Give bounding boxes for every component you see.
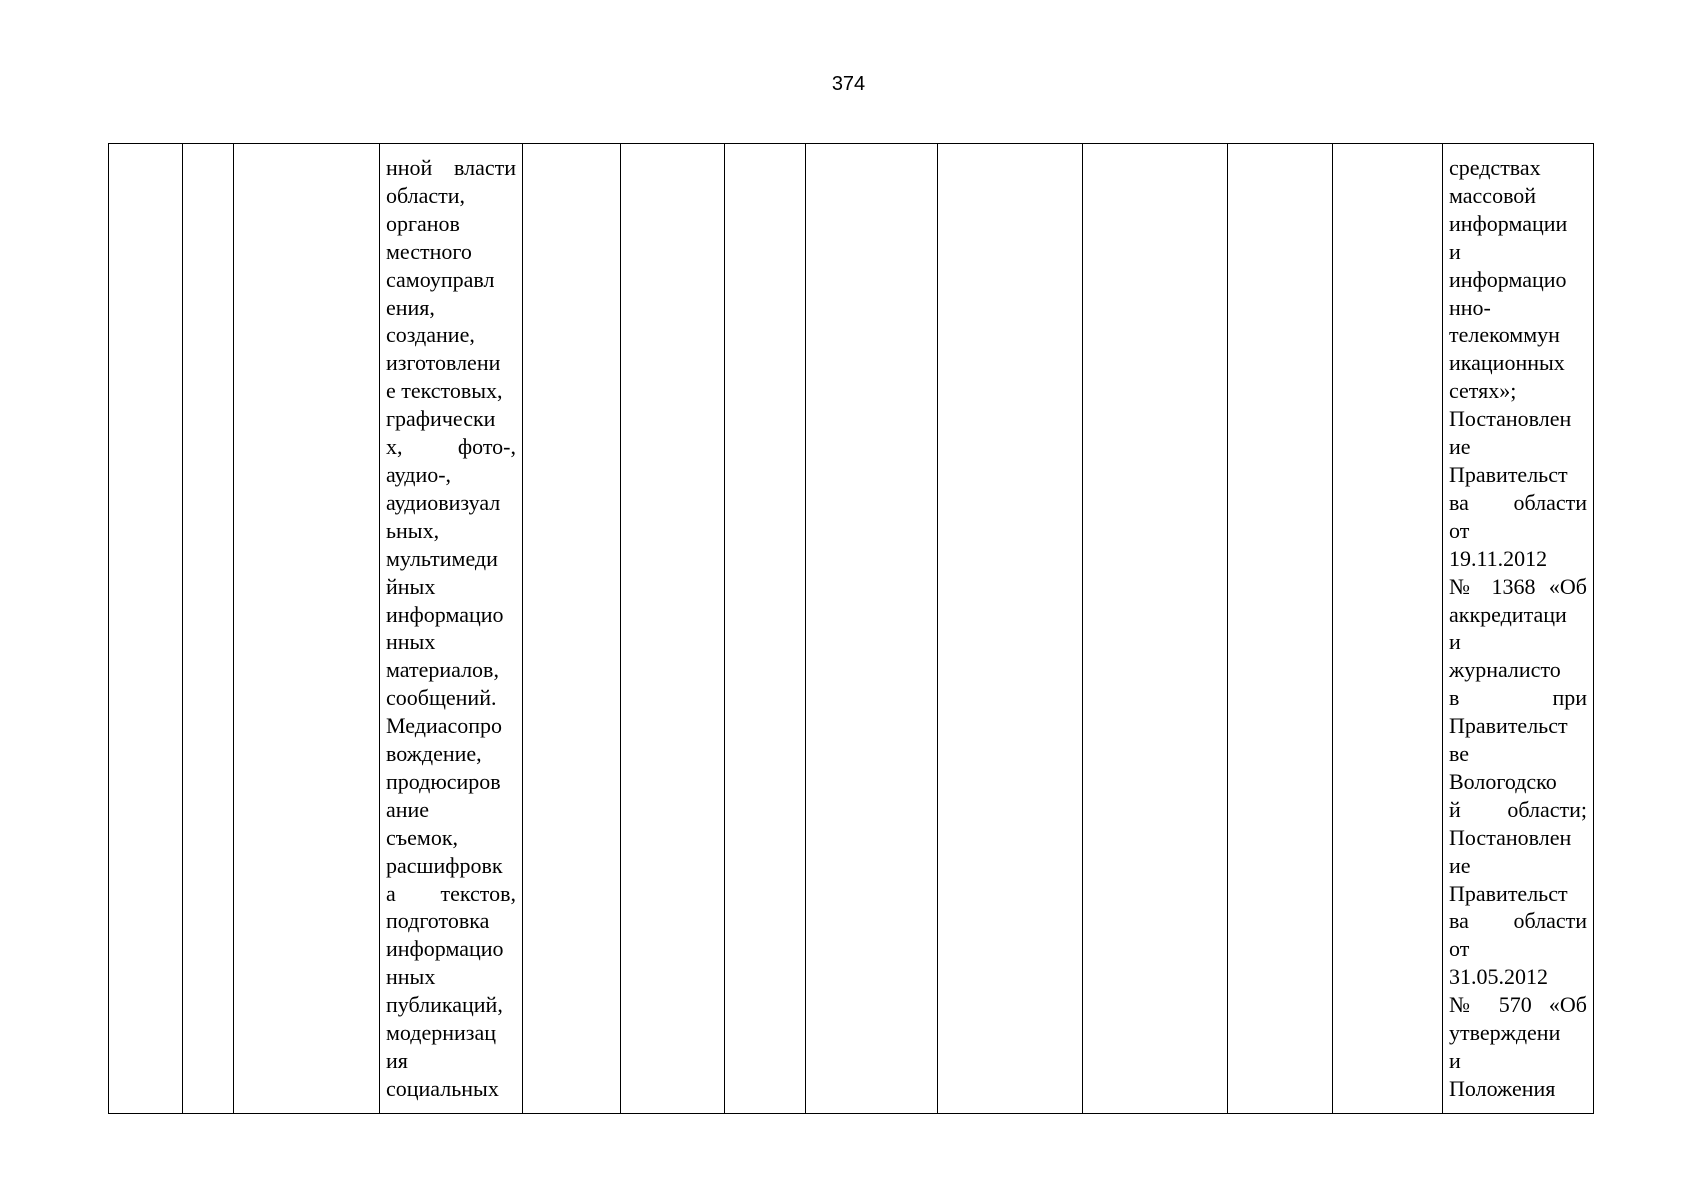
- text-line: ве: [1449, 741, 1470, 767]
- text-line: и: [1449, 238, 1461, 264]
- table-row: [109, 144, 1594, 1114]
- text-line: социальных: [386, 1075, 499, 1101]
- text-line: е текстовых,: [386, 378, 503, 404]
- text-line: органов: [386, 210, 460, 236]
- text-line: № 1368 «Об: [1449, 573, 1587, 599]
- text-line: ьных,: [386, 517, 440, 543]
- text-line: 19.11.2012: [1449, 545, 1548, 571]
- text-line: а текстов,: [386, 880, 516, 906]
- text-line: икационных: [1449, 350, 1565, 376]
- text-line: ие: [1449, 434, 1471, 460]
- col4-text: [386, 154, 516, 1103]
- text-line: вождение,: [386, 741, 482, 767]
- text-line: журналисто: [1449, 657, 1561, 683]
- text-line: № 570 «Об: [1449, 992, 1587, 1018]
- table-cell-col8: [806, 144, 938, 1114]
- text-line: нных: [386, 629, 436, 655]
- text-line: телекоммун: [1449, 322, 1560, 348]
- page-number: 374: [831, 73, 866, 95]
- text-line: от: [1449, 517, 1470, 543]
- text-line: Правительст: [1449, 461, 1568, 487]
- text-line: Положения: [1449, 1075, 1556, 1101]
- table-cell-col2: [183, 144, 234, 1114]
- text-line: й области;: [1449, 796, 1587, 822]
- text-line: мультимеди: [386, 545, 498, 571]
- text-line: сетях»;: [1449, 378, 1517, 404]
- text-line: ие: [1449, 852, 1471, 878]
- text-line: информацио: [386, 936, 504, 962]
- text-line: нной власти: [386, 155, 516, 180]
- text-line: самоуправл: [386, 266, 495, 292]
- table-cell-col6: [621, 144, 725, 1114]
- text-line: информации: [1449, 210, 1568, 236]
- text-line: Постановлен: [1449, 824, 1572, 850]
- text-line: утверждени: [1449, 1020, 1561, 1046]
- text-line: съемок,: [386, 824, 459, 850]
- text-line: аудио-,: [386, 461, 452, 487]
- text-line: ва области: [1449, 908, 1587, 934]
- text-line: аккредитаци: [1449, 601, 1567, 627]
- text-line: подготовка: [386, 908, 490, 934]
- text-line: нно-: [1449, 294, 1491, 320]
- text-line: Правительст: [1449, 713, 1568, 739]
- text-line: ва области: [1449, 489, 1587, 515]
- text-line: средствах: [1449, 155, 1541, 180]
- text-line: графически: [386, 406, 496, 432]
- text-line: публикаций,: [386, 992, 503, 1018]
- text-line: Вологодско: [1449, 768, 1557, 794]
- text-line: ения,: [386, 294, 435, 320]
- text-line: от: [1449, 936, 1470, 962]
- text-line: аудиовизуал: [386, 489, 501, 515]
- text-line: сообщений.: [386, 685, 497, 711]
- text-line: массовой: [1449, 182, 1537, 208]
- col13-text: [1449, 154, 1587, 1103]
- table-cell-col13: [1443, 144, 1594, 1114]
- text-line: и: [1449, 629, 1461, 655]
- table-cell-col9: [938, 144, 1083, 1114]
- text-line: в при: [1449, 685, 1587, 711]
- table-cell-col10: [1083, 144, 1228, 1114]
- text-line: области,: [386, 182, 466, 208]
- table-cell-col3: [234, 144, 380, 1114]
- text-line: йных: [386, 573, 436, 599]
- table-cell-col4: [380, 144, 523, 1114]
- table-cell-col12: [1333, 144, 1443, 1114]
- text-line: изготовлени: [386, 350, 501, 376]
- text-line: и: [1449, 1048, 1461, 1073]
- text-line: ия: [386, 1048, 408, 1073]
- text-line: информацио: [386, 601, 504, 627]
- document-table: [108, 143, 1594, 1114]
- text-line: х, фото-,: [386, 434, 516, 460]
- text-line: модернизац: [386, 1020, 497, 1046]
- text-line: создание,: [386, 322, 475, 348]
- text-line: ание: [386, 796, 430, 822]
- table-cell-col1: [109, 144, 183, 1114]
- text-line: материалов,: [386, 657, 499, 683]
- text-line: 31.05.2012: [1449, 964, 1548, 990]
- text-line: нных: [386, 964, 436, 990]
- table-cell-col7: [725, 144, 806, 1114]
- text-line: продюсиров: [386, 768, 501, 794]
- table-cell-col5: [523, 144, 621, 1114]
- text-line: расшифровк: [386, 852, 503, 878]
- text-line: информацио: [1449, 266, 1567, 292]
- text-line: Постановлен: [1449, 406, 1572, 432]
- text-line: местного: [386, 238, 472, 264]
- table-cell-col11: [1228, 144, 1333, 1114]
- text-line: Правительст: [1449, 880, 1568, 906]
- text-line: Медиасопро: [386, 713, 503, 739]
